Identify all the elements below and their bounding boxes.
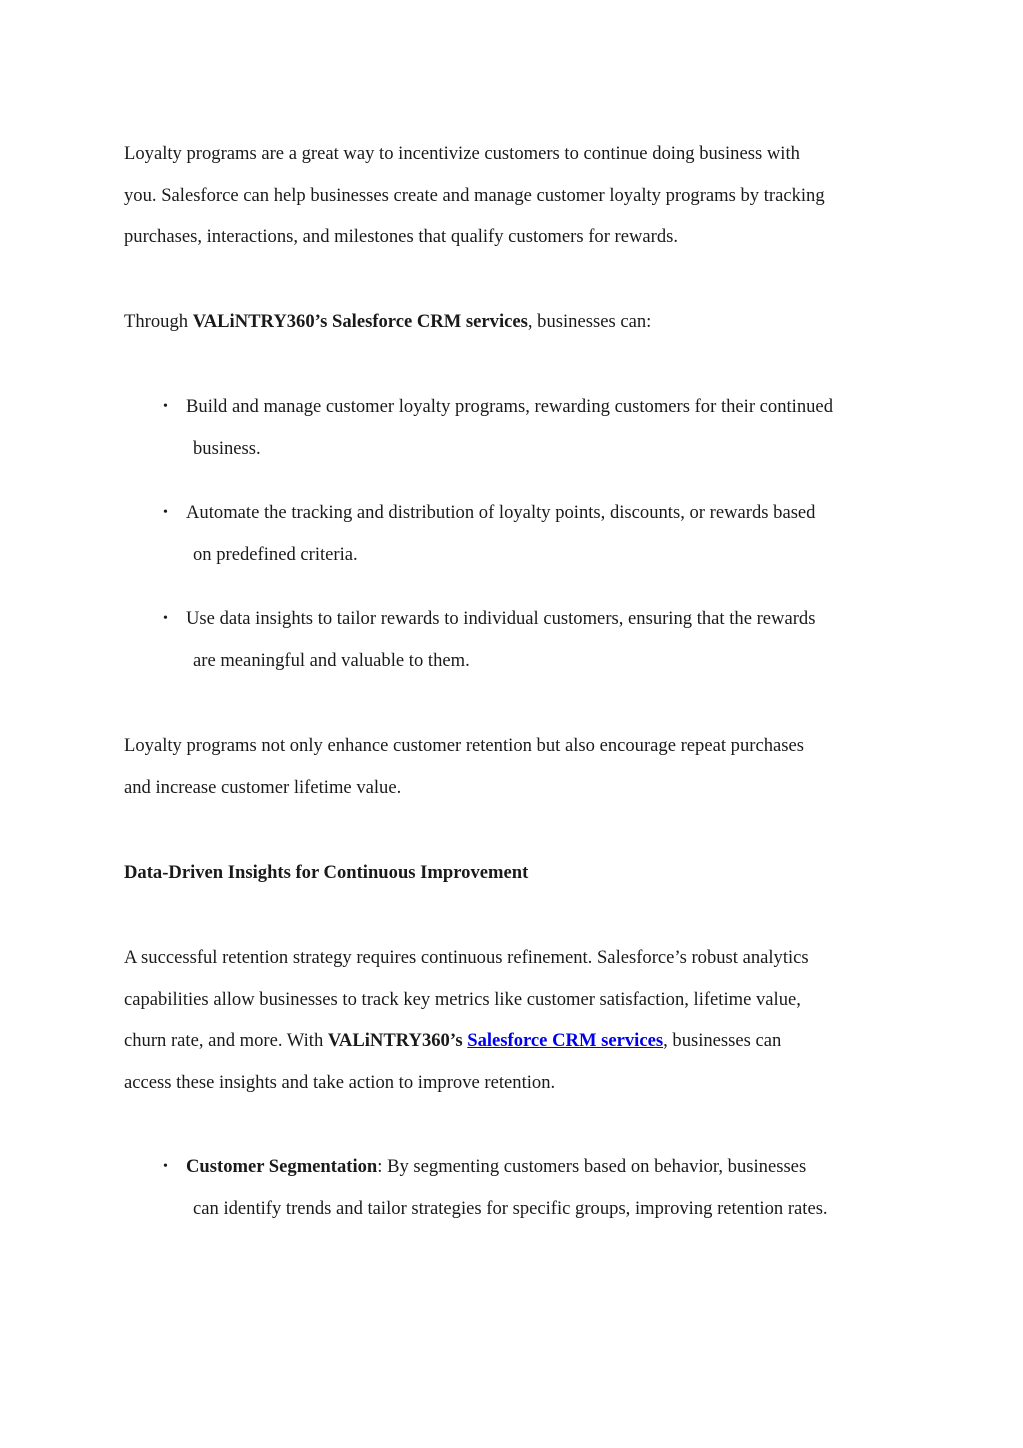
heading-text: Data-Driven Insights for Continuous Improvement: [124, 862, 529, 883]
summary-line-1: Loyalty programs not only enhance customer retention but also encourage repeat purchases: [124, 735, 804, 756]
through-bold: VALiNTRY360’s Salesforce CRM services: [192, 311, 528, 332]
bullet-item: [163, 492, 923, 575]
bullet-icon: •: [163, 505, 168, 520]
bullet-text-rest: : By segmenting customers based on behavior, businesses: [377, 1156, 807, 1177]
strategy-line-3-bold: VALiNTRY360’s: [327, 1030, 468, 1051]
section-heading: [124, 852, 904, 894]
through-paragraph: [124, 301, 904, 343]
bullet-icon: •: [163, 611, 168, 626]
bullet-text-line-2: business.: [193, 437, 261, 459]
bullet-icon: •: [163, 1159, 168, 1174]
bullet-text-line-1: Build and manage customer loyalty programs, rewarding customers for their continued: [186, 396, 833, 417]
bullet-text-line-2: are meaningful and valuable to them.: [193, 649, 470, 671]
bullet-item: [163, 386, 923, 469]
bullet-text-line-2: can identify trends and tailor strategies for specific groups, improving retention rates.: [193, 1197, 828, 1219]
strategy-line-1: A successful retention strategy requires continuous refinement. Salesforce’s robust analytics: [124, 947, 809, 968]
bullet-text-line-1: Automate the tracking and distribution of loyalty points, discounts, or rewards based: [186, 502, 816, 523]
bullet-text-line-2: on predefined criteria.: [193, 543, 358, 565]
strategy-line-4: access these insights and take action to improve retention.: [124, 1071, 556, 1093]
through-suffix: , businesses can:: [527, 311, 652, 332]
strategy-line-3-prefix: churn rate, and more. With: [124, 1030, 328, 1051]
intro-line-1: Loyalty programs are a great way to incentivize customers to continue doing business with: [124, 143, 800, 164]
strategy-line-2: capabilities allow businesses to track key metrics like customer satisfaction, lifetime value,: [124, 988, 801, 1010]
intro-line-2: you. Salesforce can help businesses create and manage customer loyalty programs by tracking: [124, 184, 825, 206]
bullet-bold-term: Customer Segmentation: [186, 1156, 378, 1177]
strategy-line-3-suffix: , businesses can: [663, 1030, 782, 1051]
salesforce-crm-services-link[interactable]: Salesforce CRM services: [467, 1030, 664, 1051]
bullet-item: [163, 598, 923, 681]
loyalty-summary-paragraph: [124, 725, 904, 808]
intro-line-3: purchases, interactions, and milestones that qualify customers for rewards.: [124, 226, 679, 247]
through-prefix: Through: [124, 311, 193, 332]
bullet-item: [163, 1146, 923, 1229]
bullet-icon: •: [163, 399, 168, 414]
strategy-paragraph: [124, 937, 904, 1103]
bullet-text-line-1: Use data insights to tailor rewards to individual customers, ensuring that the rewards: [186, 608, 816, 629]
summary-line-2: and increase customer lifetime value.: [124, 776, 402, 798]
intro-paragraph: [124, 133, 904, 258]
